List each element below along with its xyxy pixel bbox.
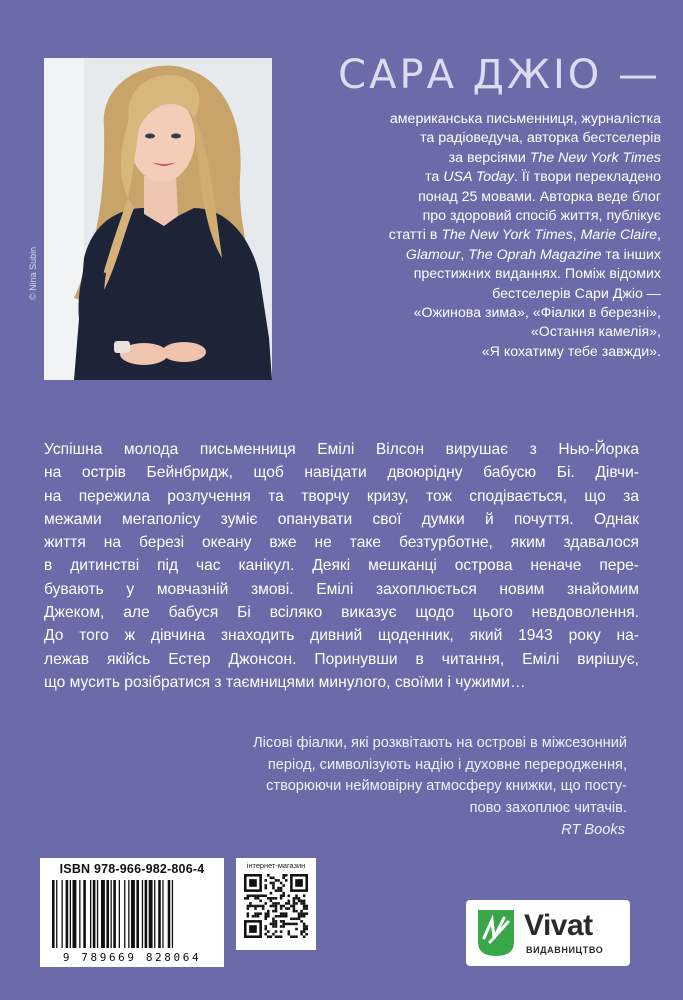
qr-module (249, 879, 257, 887)
qr-module (277, 915, 280, 918)
qr-module (300, 902, 303, 905)
qr-module (254, 907, 257, 910)
qr-module (303, 915, 306, 918)
quote-line: Лісові фіалки, які розквітають на острові в міжсезонний (253, 735, 627, 751)
qr-module (280, 907, 283, 910)
qr-module (298, 918, 301, 921)
qr-module (272, 933, 275, 936)
qr-module (267, 897, 270, 900)
qr-module (280, 905, 283, 908)
quote-line: період, символізують надію і духовне переродження, (267, 756, 627, 773)
author-portrait-illustration (44, 58, 272, 380)
qr-module (303, 902, 306, 905)
qr-module (270, 877, 273, 880)
qr-module (303, 930, 306, 933)
qr-module (280, 897, 283, 900)
qr-code-panel[interactable] (236, 858, 316, 950)
barcode-bar (111, 880, 112, 948)
qr-module (290, 923, 293, 926)
qr-module (264, 925, 267, 928)
barcode-bar (172, 880, 173, 948)
barcode-bar (124, 880, 125, 948)
qr-module (270, 897, 273, 900)
qr-module (259, 900, 262, 903)
barcode-bar (128, 880, 129, 948)
quote-source: RT Books (561, 822, 625, 838)
qr-module (305, 925, 308, 928)
qr-module (275, 902, 278, 905)
qr-module (257, 915, 260, 918)
qr-module (277, 879, 280, 882)
barcode-bar (62, 880, 63, 948)
qr-label: інтернет-магазин (246, 861, 306, 870)
qr-module (300, 930, 303, 933)
qr-module (270, 935, 273, 938)
bio-line: понад 25 мовами. Авторка веде блог (418, 188, 661, 205)
qr-module (257, 912, 260, 915)
qr-module (295, 918, 298, 921)
barcode-bar (136, 880, 139, 948)
qr-module (267, 912, 270, 915)
qr-module (280, 912, 283, 915)
qr-module (254, 894, 257, 897)
qr-module (275, 910, 278, 913)
qr-module (288, 923, 291, 926)
qr-module (254, 915, 257, 918)
qr-module (270, 882, 273, 885)
qr-module (264, 912, 267, 915)
qr-module (303, 935, 306, 938)
barcode-bar (90, 880, 91, 948)
qr-module (293, 923, 296, 926)
barcode-bar (93, 880, 96, 948)
qr-module (285, 907, 288, 910)
qr-module (282, 894, 285, 897)
bio-line: та радіоведуча, авторка бестселерів (420, 130, 661, 147)
qr-module (252, 894, 255, 897)
barcode-bar (52, 880, 55, 948)
qr-module (282, 892, 285, 895)
qr-module (300, 900, 303, 903)
qr-module (288, 930, 291, 933)
qr-module (305, 905, 308, 908)
qr-module (252, 905, 255, 908)
qr-module (275, 925, 278, 928)
synopsis-line: лежав якійсь Естер Джонсон. Поринувши в читання, Емілі вирішує, (44, 650, 639, 668)
qr-module (264, 918, 267, 921)
qr-module (247, 905, 250, 908)
book-synopsis (44, 438, 639, 694)
qr-module (298, 912, 301, 915)
qr-module (272, 897, 275, 900)
qr-module (277, 887, 280, 890)
qr-module (298, 897, 301, 900)
qr-module (303, 925, 306, 928)
qr-module (272, 910, 275, 913)
synopsis-line: життя на березі океану вже не таке безтурботне, яким здавалося (44, 534, 639, 552)
qr-module (264, 884, 267, 887)
qr-module (257, 897, 260, 900)
barcode-bar (66, 880, 69, 948)
quote-line: створюючи неймовірну атмосферу книжки, що посту- (266, 778, 627, 794)
qr-module (275, 930, 278, 933)
bio-line: бестселерів Сари Джіо — (492, 285, 661, 302)
qr-module (264, 894, 267, 897)
vivat-leaf-icon (474, 908, 518, 958)
qr-module (264, 928, 267, 931)
qr-module (270, 892, 273, 895)
qr-module (275, 915, 278, 918)
barcode-bar (149, 880, 153, 948)
synopsis-line: межами мегаполісу зуміє опанувати свої думки й почуття. Однак (44, 510, 639, 528)
publisher-subtitle: ВИДАВНИЦТВО (526, 945, 604, 955)
quote-line: пово захоплює читачів. (469, 799, 627, 816)
review-quote (167, 733, 627, 819)
qr-module (288, 933, 291, 936)
bio-line: за версіями The New York Times (448, 149, 661, 166)
qr-module (264, 902, 267, 905)
qr-module (275, 905, 278, 908)
qr-module (285, 874, 288, 877)
qr-module (277, 889, 280, 892)
qr-module (282, 877, 285, 880)
barcode-bar (106, 880, 109, 948)
bio-line: престижних виданнях. Поміж відомих (413, 266, 661, 283)
qr-module (264, 887, 267, 890)
qr-module (280, 882, 283, 885)
qr-module (267, 935, 270, 938)
qr-module (275, 907, 278, 910)
qr-module (295, 935, 298, 938)
qr-module (285, 879, 288, 882)
qr-module (267, 915, 270, 918)
qr-module (259, 905, 262, 908)
qr-module (300, 933, 303, 936)
qr-module (277, 902, 280, 905)
ean-digits: 9 789669 828064 (62, 951, 202, 964)
qr-module (275, 935, 278, 938)
synopsis-line: Успішна молода письменниця Емілі Вілсон вирушає з Нью-Йорка (44, 441, 639, 458)
qr-module (244, 897, 247, 900)
qr-module (293, 907, 296, 910)
synopsis-line: що мусить розібратися з таємницями минулого, своїми і чужими… (44, 673, 526, 691)
qr-module (303, 912, 306, 915)
qr-module (288, 894, 291, 897)
author-photo (44, 58, 272, 380)
qr-module (270, 900, 273, 903)
qr-module (298, 915, 301, 918)
bio-line: та USA Today. Її твори перекладено (425, 169, 661, 186)
qr-module (282, 925, 285, 928)
barcode-bar (83, 880, 86, 948)
qr-module (262, 894, 265, 897)
qr-module (285, 923, 288, 926)
qr-module (259, 894, 262, 897)
qr-module (290, 935, 293, 938)
qr-module (272, 882, 275, 885)
qr-module (247, 894, 250, 897)
publisher-logo (466, 900, 630, 966)
qr-module (303, 894, 306, 897)
qr-module (249, 894, 252, 897)
qr-module (288, 902, 291, 905)
barcode-bar (56, 880, 57, 948)
qr-module (303, 928, 306, 931)
qr-module (275, 923, 278, 926)
qr-module (272, 902, 275, 905)
qr-module (293, 905, 296, 908)
qr-module (300, 915, 303, 918)
bio-line: «Ожинова зима», «Фіалки в березні», (413, 305, 661, 322)
qr-module (275, 879, 278, 882)
qr-module (290, 905, 293, 908)
qr-module (282, 884, 285, 887)
qr-module (285, 912, 288, 915)
barcode-bar (168, 880, 171, 948)
qr-module (254, 912, 257, 915)
author-name: САРА ДЖІО — (338, 52, 661, 98)
qr-module (259, 912, 262, 915)
qr-module (262, 907, 265, 910)
qr-module (272, 920, 275, 923)
barcode-bar (97, 880, 98, 948)
author-bio (331, 110, 661, 362)
photo-credit: © Nina Subin (28, 246, 38, 300)
qr-module (272, 918, 275, 921)
barcode-bar (145, 880, 148, 948)
qr-module (272, 925, 275, 928)
qr-module (247, 912, 250, 915)
qr-module (305, 928, 308, 931)
qr-module (295, 902, 298, 905)
qr-module (300, 920, 303, 923)
synopsis-line: бувають у мовчазній змові. Емілі захоплюється новим знайомим (44, 580, 639, 598)
qr-code-icon[interactable] (244, 874, 308, 938)
qr-module (280, 925, 283, 928)
qr-module (295, 928, 298, 931)
qr-module (270, 923, 273, 926)
qr-module (295, 879, 303, 887)
barcode-bar (70, 880, 71, 948)
qr-module (247, 907, 250, 910)
barcode-bar (101, 880, 105, 948)
qr-module (282, 915, 285, 918)
barcode-bar (113, 880, 116, 948)
qr-module (305, 933, 308, 936)
qr-module (275, 897, 278, 900)
qr-module (267, 930, 270, 933)
qr-module (303, 907, 306, 910)
qr-module (277, 935, 280, 938)
bio-line: статті в The New York Times, Marie Claire, (388, 227, 661, 244)
qr-module (247, 915, 250, 918)
qr-module (305, 912, 308, 915)
qr-module (249, 925, 257, 933)
qr-module (275, 920, 278, 923)
barcode-bar (142, 880, 143, 948)
bio-line: американська письменниця, журналістка (389, 111, 661, 127)
qr-module (272, 877, 275, 880)
qr-module (293, 918, 296, 921)
qr-module (264, 915, 267, 918)
qr-module (282, 874, 285, 877)
qr-module (288, 900, 291, 903)
qr-module (252, 915, 255, 918)
qr-module (267, 874, 270, 877)
qr-module (300, 912, 303, 915)
qr-module (262, 905, 265, 908)
qr-module (290, 918, 293, 921)
qr-module (280, 894, 283, 897)
qr-module (293, 900, 296, 903)
qr-module (295, 894, 298, 897)
synopsis-line: на пережила розлучення та творчу кризу, тож сподівається, що за (44, 487, 639, 505)
qr-module (300, 910, 303, 913)
qr-module (285, 902, 288, 905)
qr-module (293, 897, 296, 900)
qr-module (305, 907, 308, 910)
barcode-bars-icon (50, 880, 214, 950)
bio-line: Glamour, The Oprah Magazine та інших (405, 246, 661, 263)
barcode-bar (79, 880, 80, 948)
qr-module (303, 905, 306, 908)
qr-module (303, 923, 306, 926)
qr-module (249, 902, 252, 905)
bio-line: «Остання камелія», (530, 324, 661, 341)
qr-module (295, 897, 298, 900)
qr-module (282, 920, 285, 923)
qr-module (272, 887, 275, 890)
synopsis-line: в дитинстві під час канікул. Деякі мешканці острова неначе пере- (44, 557, 639, 575)
bio-line: про здоровий спосіб життя, публікує (422, 208, 661, 225)
synopsis-line: Джеком, але бабуся Бі всіляко виказує щодо цього невдоволення. (44, 604, 639, 622)
qr-module (247, 897, 250, 900)
qr-module (293, 910, 296, 913)
qr-module (293, 902, 296, 905)
qr-module (288, 907, 291, 910)
qr-module (272, 923, 275, 926)
bio-line: «Я кохатиму тебе завжди». (481, 343, 661, 360)
qr-module (264, 879, 267, 882)
qr-module (257, 905, 260, 908)
qr-module (254, 905, 257, 908)
qr-module (280, 915, 283, 918)
qr-module (270, 905, 273, 908)
qr-module (280, 935, 283, 938)
qr-module (280, 920, 283, 923)
barcode-bar (73, 880, 77, 948)
qr-module (267, 910, 270, 913)
qr-module (295, 910, 298, 913)
qr-module (303, 900, 306, 903)
barcode-bar (119, 880, 120, 948)
qr-module (272, 905, 275, 908)
qr-module (249, 905, 252, 908)
isbn-barcode (40, 858, 224, 967)
qr-module (295, 923, 298, 926)
qr-module (280, 887, 283, 890)
barcode-bar (162, 880, 163, 948)
qr-module (293, 935, 296, 938)
qr-module (254, 897, 257, 900)
qr-module (264, 933, 267, 936)
qr-module (282, 912, 285, 915)
qr-module (275, 889, 278, 892)
qr-module (282, 923, 285, 926)
barcode-bar (131, 880, 135, 948)
qr-module (282, 905, 285, 908)
qr-module (298, 900, 301, 903)
isbn-number: ISBN 978-966-982-806-4 (59, 862, 205, 876)
publisher-name: Vivat (524, 909, 593, 942)
qr-module (280, 930, 283, 933)
barcode-bar (158, 880, 161, 948)
qr-module (257, 894, 260, 897)
synopsis-line: До того ж дівчина знаходить дивний щоденник, який 1943 року на- (44, 627, 639, 645)
qr-module (285, 915, 288, 918)
qr-module (280, 889, 283, 892)
qr-module (272, 884, 275, 887)
synopsis-line: на острів Бейнбридж, щоб навідати двоюрідну бабусю Бі. Дівчи- (44, 464, 639, 482)
barcode-bar (154, 880, 155, 948)
